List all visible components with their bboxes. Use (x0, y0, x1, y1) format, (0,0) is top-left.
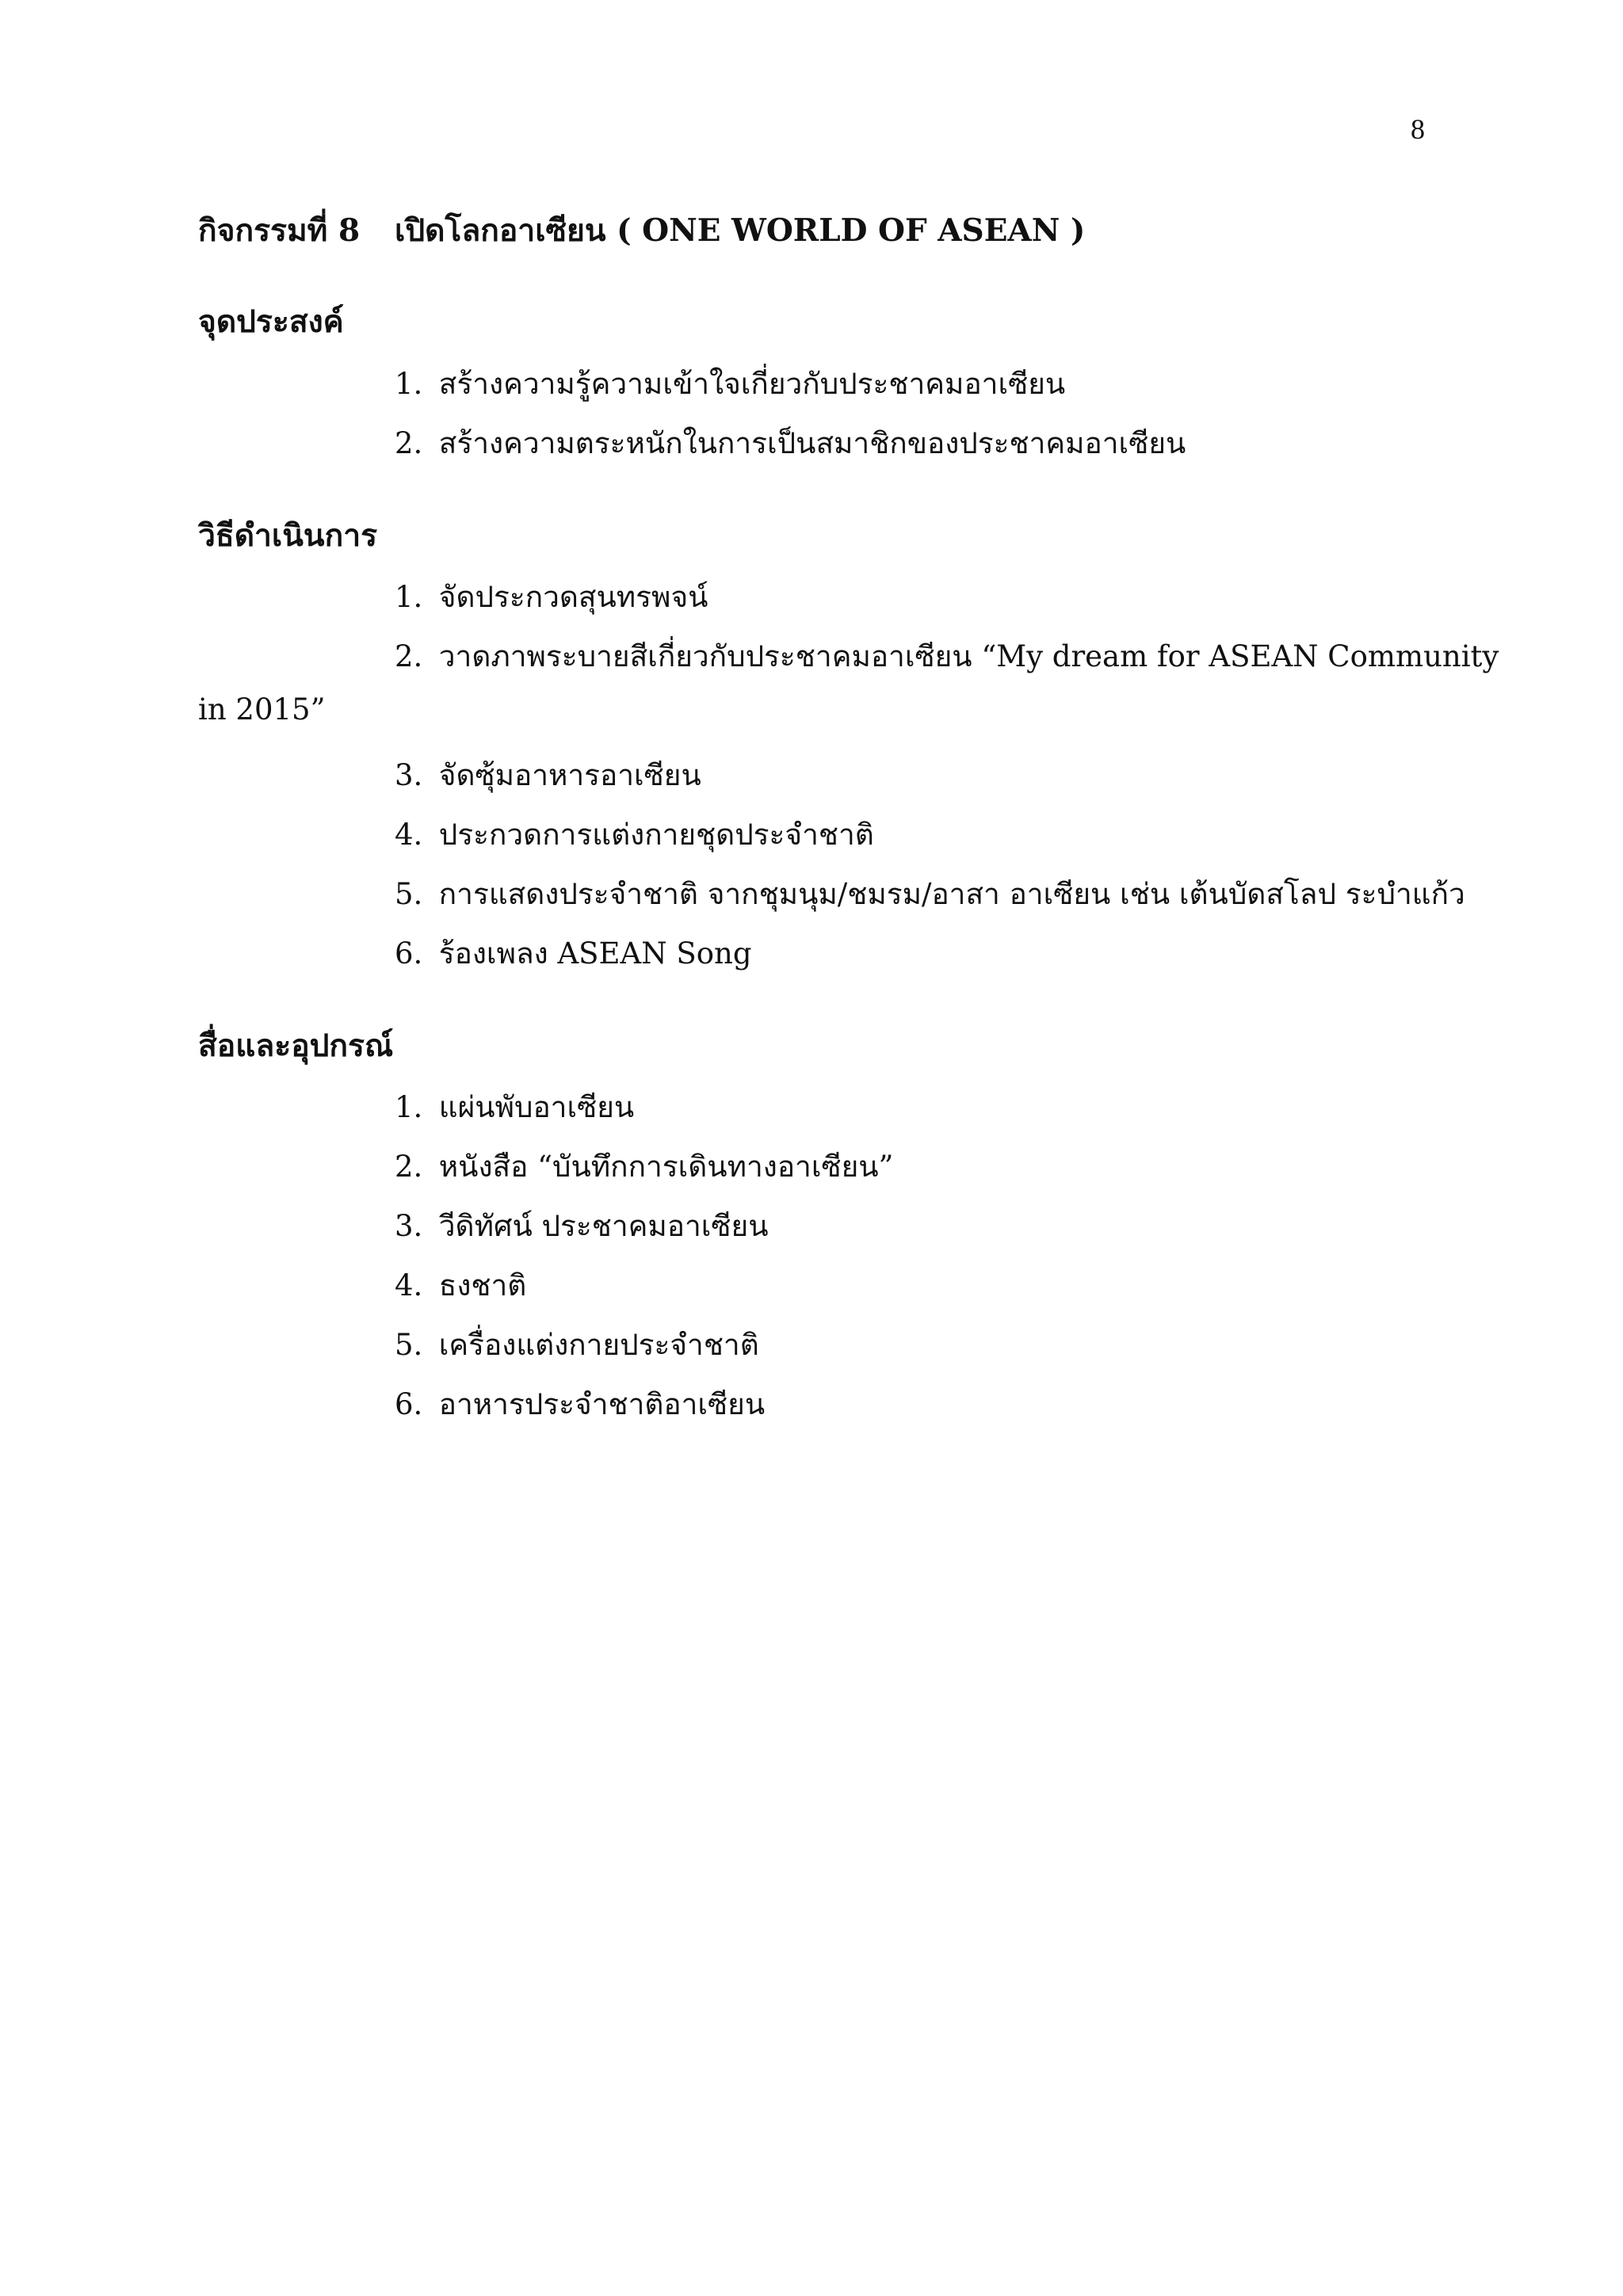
procedure-item-4 (395, 811, 874, 858)
list-text: เครื่องแต่งกายประจำชาติ (438, 1328, 759, 1362)
material-item-2 (395, 1143, 893, 1190)
list-number: 3. (395, 758, 423, 792)
objective-item-1 (395, 360, 1065, 407)
objectives-heading: จุดประสงค์ (198, 303, 344, 340)
list-text: ธงชาติ (438, 1268, 527, 1302)
procedure-item-6 (395, 930, 752, 977)
activity-number: กิจกรรมที่ 8 (198, 212, 361, 249)
list-number: 3. (395, 1209, 423, 1243)
list-text: วาดภาพระบายสีเกี่ยวกับประชาคมอาเซียน “My dream for ASEAN Community (438, 639, 1499, 673)
procedure-item-2 (395, 633, 1499, 680)
list-text: วีดิทัศน์ ประชาคมอาเซียน (438, 1209, 769, 1243)
list-number: 2. (395, 426, 423, 460)
list-number: 6. (395, 936, 423, 971)
list-number: 1. (395, 1090, 423, 1124)
procedure-heading: วิธีดำเนินการ (198, 517, 378, 554)
procedure-item-3 (395, 752, 701, 799)
procedure-item-2-continuation: in 2015” (198, 692, 326, 727)
list-number: 6. (395, 1387, 423, 1421)
list-number: 4. (395, 818, 423, 852)
list-number: 1. (395, 367, 423, 401)
objective-item-2 (395, 420, 1186, 467)
page-number: 8 (1411, 113, 1425, 145)
list-text: แผ่นพับอาเซียน (438, 1090, 635, 1124)
list-number: 5. (395, 877, 423, 911)
list-text: จัดประกวดสุนทรพจน์ (438, 580, 708, 614)
list-number: 5. (395, 1328, 423, 1362)
procedure-item-1 (395, 574, 708, 620)
list-text: อาหารประจำชาติอาเซียน (438, 1387, 766, 1421)
list-text: จัดซุ้มอาหารอาเซียน (438, 758, 701, 792)
material-item-4 (395, 1262, 526, 1309)
list-text: หนังสือ “บันทึกการเดินทางอาเซียน” (438, 1150, 894, 1184)
list-text: ประกวดการแต่งกายชุดประจำชาติ (438, 818, 874, 852)
list-text: สร้างความตระหนักในการเป็นสมาชิกของประชาคมอาเซียน (438, 426, 1186, 460)
list-text: การแสดงประจำชาติ จากชุมนุม/ชมรม/อาสา อาเซียน เช่น เต้นบัดสโลป ระบำแก้ว (438, 877, 1465, 911)
list-number: 2. (395, 639, 423, 673)
list-number: 4. (395, 1268, 423, 1302)
list-number: 1. (395, 580, 423, 614)
material-item-3 (395, 1203, 769, 1249)
list-text: ร้องเพลง ASEAN Song (438, 936, 752, 971)
material-item-6 (395, 1381, 765, 1428)
activity-title (198, 206, 1085, 255)
activity-name: เปิดโลกอาเซียน ( ONE WORLD OF ASEAN ) (395, 212, 1086, 249)
procedure-item-5 (395, 871, 1465, 917)
materials-heading: สื่อและอุปกรณ์ (198, 1028, 394, 1064)
material-item-5 (395, 1322, 759, 1368)
list-text: สร้างความรู้ความเข้าใจเกี่ยวกับประชาคมอาเซียน (438, 367, 1066, 401)
material-item-1 (395, 1084, 634, 1131)
list-number: 2. (395, 1150, 423, 1184)
